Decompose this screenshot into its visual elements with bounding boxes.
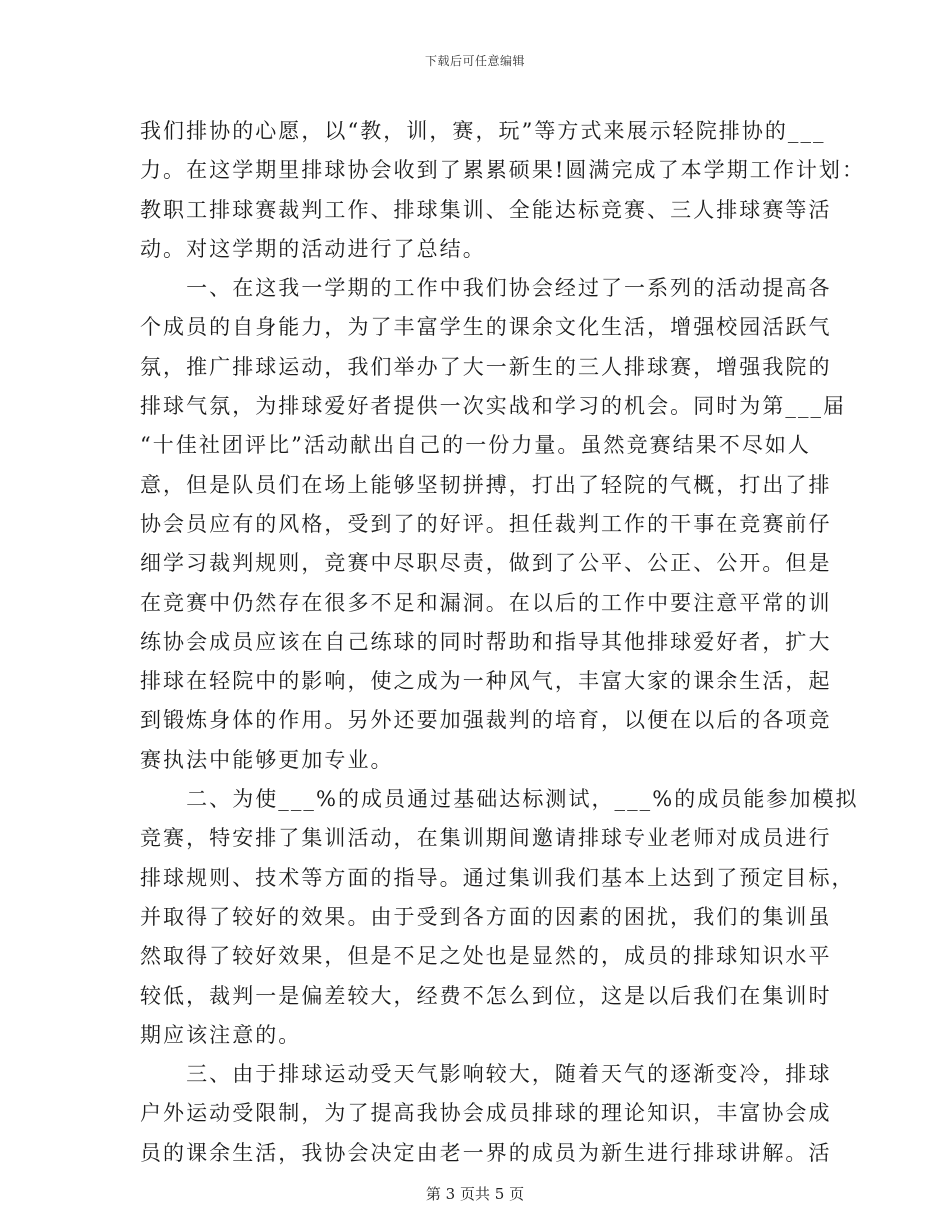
text-line: 然取得了较好效果，但是不足之处也是显然的，成员的排球知识水平 [140, 944, 832, 969]
text-line: 动。对这学期的活动进行了总结。 [140, 236, 486, 261]
text-line: 员的课余生活，我协会决定由老一界的成员为新生进行排球讲解。活 [140, 1140, 832, 1165]
page-header: 下载后可任意编辑 [424, 54, 525, 68]
paragraph-section-three [140, 1055, 832, 1173]
text-line: 较低，裁判一是偏差较大，经费不怎么到位，这是以后我们在集训时 [140, 983, 832, 1008]
text-line: 氛，推广排球运动，我们举办了大一新生的三人排球赛，增强我院的 [140, 354, 832, 379]
text-line: 并取得了较好的效果。由于受到各方面的因素的困扰，我们的集训虽 [140, 904, 832, 929]
text-line: 期应该注意的。 [140, 1022, 302, 1047]
text-line: 协会员应有的风格，受到了的好评。担任裁判工作的干事在竞赛前仔 [140, 511, 832, 536]
text-line: 练协会成员应该在自己练球的同时帮助和指导其他排球爱好者，扩大 [140, 629, 832, 654]
document-body [140, 112, 866, 1173]
text-line: 在竞赛中仍然存在很多不足和漏洞。在以后的工作中要注意平常的训 [140, 590, 832, 615]
paragraph-section-one [140, 269, 847, 780]
text-line: 细学习裁判规则，竞赛中尽职尽责，做到了公平、公正、公开。但是 [140, 551, 832, 576]
text-line: 到锻炼身体的作用。另外还要加强裁判的培育，以便在以后的各项竞 [140, 708, 832, 733]
text-line: 赛执法中能够更加专业。 [140, 747, 394, 772]
text-line: 竞赛，特安排了集训活动，在集训期间邀请排球专业老师对成员进行 [140, 826, 832, 851]
text-line: 排球规则、技术等方面的指导。通过集训我们基本上达到了预定目标， [140, 865, 855, 890]
paragraph-intro [140, 112, 866, 269]
text-line: 个成员的自身能力，为了丰富学生的课余文化生活，增强校园活跃气 [140, 315, 832, 340]
text-line: 排球在轻院中的影响，使之成为一种风气，丰富大家的课余生活，起 [140, 669, 832, 694]
text-line: 意，但是队员们在场上能够坚韧拼搏，打出了轻院的气概，打出了排 [140, 472, 832, 497]
text-line: “十佳社团评比”活动献出自己的一份力量。虽然竞赛结果不尽如人 [140, 433, 811, 458]
text-line: 户外运动受限制，为了提高我协会成员排球的理论知识，丰富协会成 [140, 1101, 832, 1126]
text-line: 一、在这我一学期的工作中我们协会经过了一系列的活动提高各 [140, 276, 832, 301]
text-line: 二、为使___%的成员通过基础达标测试，___%的成员能参加模拟 [140, 787, 859, 812]
text-line: 我们排协的心愿，以“教，训，赛，玩”等方式来展示轻院排协的___ [140, 119, 826, 143]
text-line: 教职工排球赛裁判工作、排球集训、全能达标竞赛、三人排球赛等活 [140, 197, 832, 222]
text-line: 力。在这学期里排球协会收到了累累硕果!圆满完成了本学期工作计划： [140, 158, 866, 183]
text-line: 三、由于排球运动受天气影响较大，随着天气的逐渐变冷，排球 [140, 1062, 832, 1087]
page-number-footer: 第 3 页共 5 页 [425, 1185, 525, 1203]
text-line: 排球气氛，为排球爱好者提供一次实战和学习的机会。同时为第___届 [140, 394, 847, 419]
paragraph-section-two [140, 780, 859, 1055]
